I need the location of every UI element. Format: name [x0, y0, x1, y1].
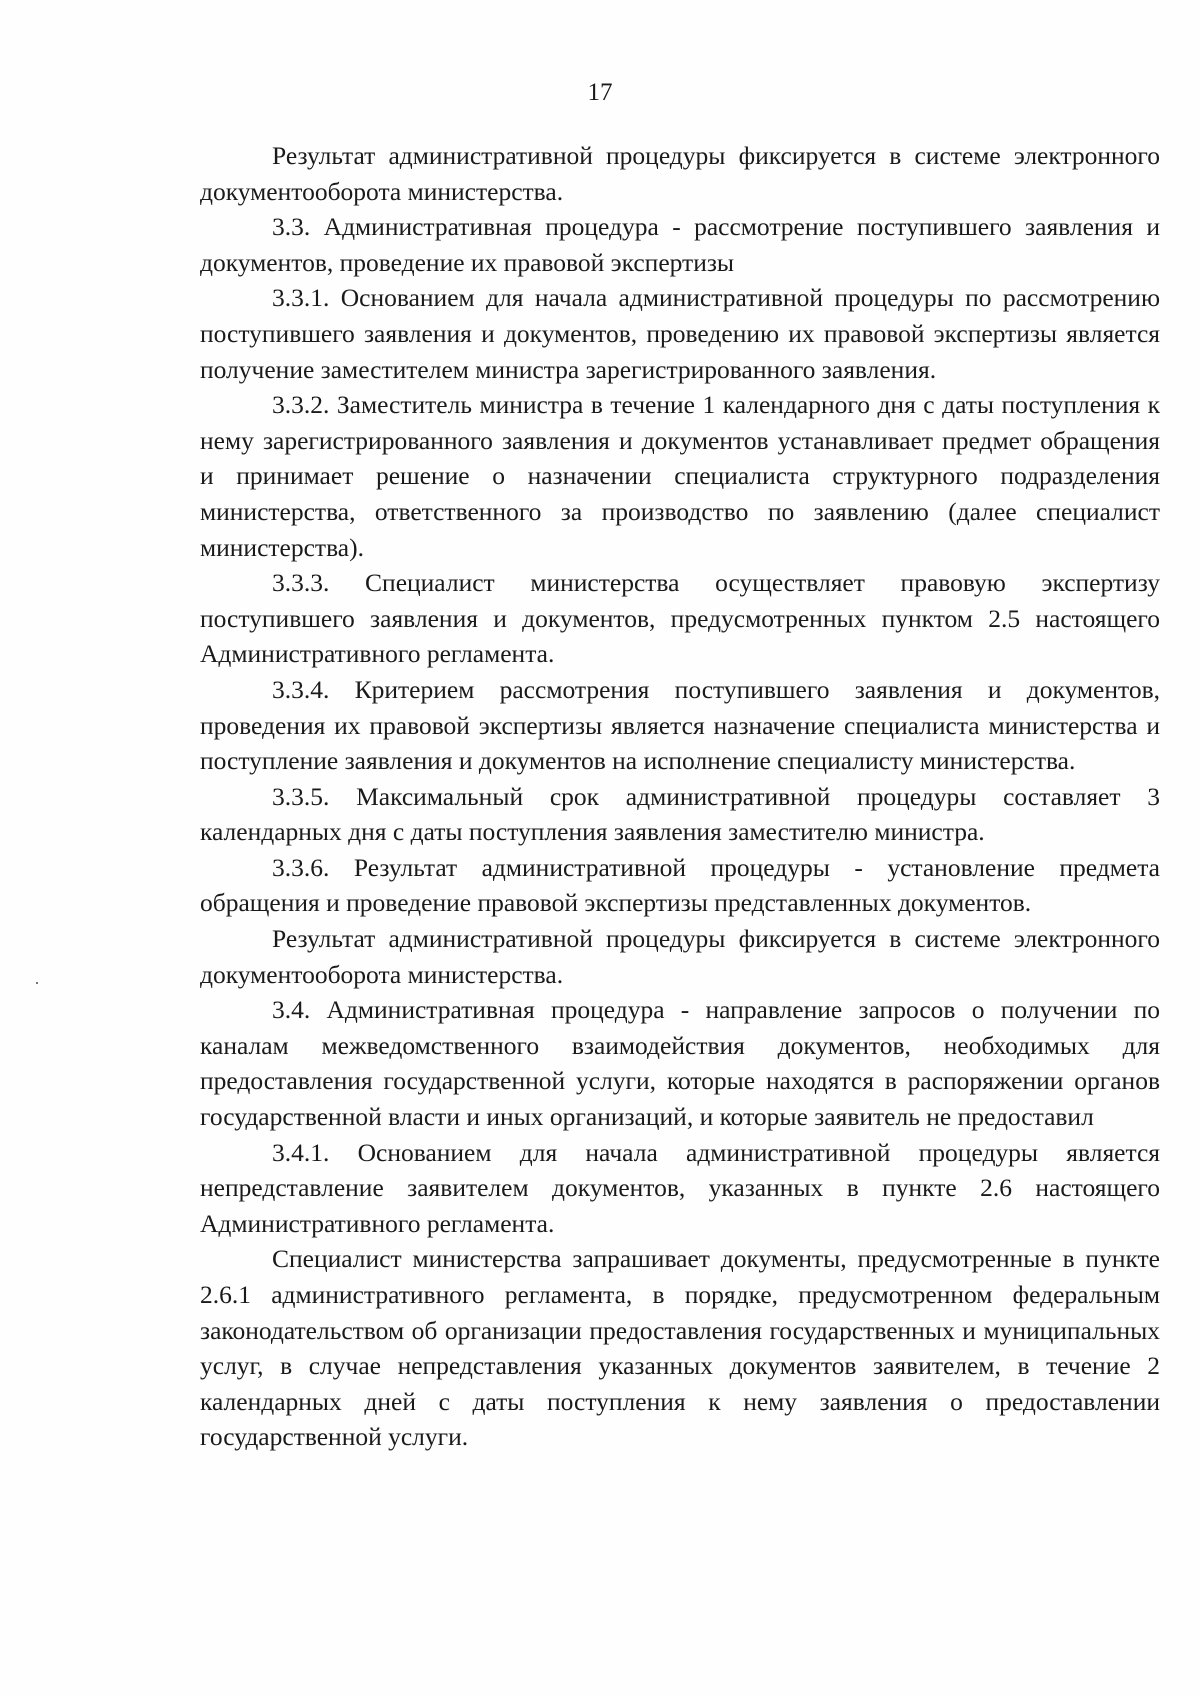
paragraph-specialist-request: Специалист министерства запрашивает документы, предусмотренные в пункте 2.6.1 административного регламента, в порядке, предусмотренном федеральным законодательством об организации предоставления государственных и муниципальных услуг, в случае непредставления указанных документов заявителем, в течение 2 календарных дней с даты поступления к нему заявления о предоставлении государственной услуги. — [200, 1244, 1160, 1452]
paragraph-3-3-1: 3.3.1. Основанием для начала административной процедуры по рассмотрению поступившего заявления и документов, проведению их правовой экспертизы является получение заместителем министра зарегистрированного заявления. — [200, 283, 1160, 384]
paragraph-result-recorded-2: Результат административной процедуры фиксируется в системе электронного документооборота министерства. — [200, 924, 1160, 989]
section-3-4-heading: 3.4. Административная процедура - направление запросов о получении по каналам межведомственного взаимодействия документов, необходимых для предоставления государственной услуги, которые находятся в распоряжении органов государственной власти и иных организаций, и которые заявитель не предоставил — [200, 995, 1160, 1132]
paragraph-3-3-2: 3.3.2. Заместитель министра в течение 1 календарного дня с даты поступления к нему зарегистрированного заявления и документов устанавливает предмет обращения и принимает решение о назначении специалиста структурного подразделения министерства, ответственного за производство по заявлению (далее специалист министерства). — [200, 390, 1160, 562]
page-number: 17 — [587, 79, 613, 106]
paragraph-result-recorded: Результат административной процедуры фиксируется в системе электронного документооборота министерства. — [200, 141, 1160, 206]
document-body — [200, 138, 1160, 1455]
paragraph-3-3-3: 3.3.3. Специалист министерства осуществляет правовую экспертизу поступившего заявления и документов, предусмотренных пунктом 2.5 настоящего Административного регламента. — [200, 568, 1160, 669]
paragraph-3-3-5: 3.3.5. Максимальный срок административной процедуры составляет 3 календарных дня с даты поступления заявления заместителю министра. — [200, 781, 1160, 847]
section-3-3-heading: 3.3. Административная процедура - рассмотрение поступившего заявления и документов, проведение их правовой экспертизы — [200, 212, 1160, 277]
paragraph-3-4-1: 3.4.1. Основанием для начала административной процедуры является непредставление заявителем документов, указанных в пункте 2.6 настоящего Административного регламента. — [200, 1137, 1160, 1238]
scan-speck — [36, 982, 38, 984]
paragraph-3-3-4: 3.3.4. Критерием рассмотрения поступившего заявления и документов, проведения их правовой экспертизы является назначение специалиста министерства и поступление заявления и документов на исполнение специалисту министерства. — [200, 674, 1160, 776]
paragraph-3-3-6: 3.3.6. Результат административной процедуры - установление предмета обращения и проведение правовой экспертизы представленных документов. — [200, 852, 1160, 918]
